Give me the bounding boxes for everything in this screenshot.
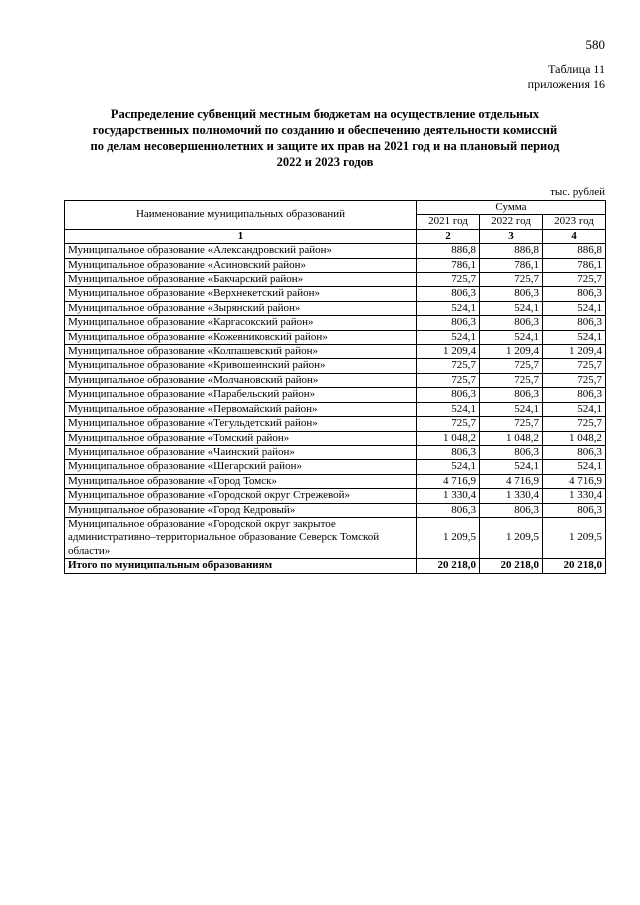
- header-name: Наименование муниципальных образований: [65, 201, 417, 230]
- row-name: Муниципальное образование «Город Кедровый»: [65, 503, 417, 517]
- value-2022: 786,1: [480, 258, 543, 272]
- value-2021: 524,1: [417, 301, 480, 315]
- table-row: [65, 287, 606, 301]
- col-number-1: 1: [65, 229, 417, 243]
- value-2021: 806,3: [417, 503, 480, 517]
- row-name: Муниципальное образование «Кожевниковский район»: [65, 330, 417, 344]
- value-2023: 806,3: [543, 503, 606, 517]
- value-2022: 806,3: [480, 388, 543, 402]
- header-sum: Сумма: [417, 201, 606, 215]
- value-2023: 725,7: [543, 373, 606, 387]
- value-2022: 4 716,9: [480, 474, 543, 488]
- table-row: [65, 388, 606, 402]
- subvention-table: [64, 200, 606, 574]
- value-2023: 806,3: [543, 287, 606, 301]
- value-2023: 1 048,2: [543, 431, 606, 445]
- value-2021: 725,7: [417, 273, 480, 287]
- value-2021: 886,8: [417, 244, 480, 258]
- value-2022: 725,7: [480, 273, 543, 287]
- value-2021: 524,1: [417, 330, 480, 344]
- value-2021: 1 209,5: [417, 517, 480, 558]
- value-2021: 725,7: [417, 373, 480, 387]
- header-row: [65, 201, 606, 215]
- value-2023: 1 330,4: [543, 489, 606, 503]
- col-number-3: 3: [480, 229, 543, 243]
- value-2021: 806,3: [417, 316, 480, 330]
- table-ref-line2: приложения 16: [527, 77, 605, 91]
- table-row: [65, 417, 606, 431]
- row-name: Муниципальное образование «Молчановский район»: [65, 373, 417, 387]
- table-row: [65, 503, 606, 517]
- total-row: [65, 559, 606, 573]
- value-2023: 524,1: [543, 301, 606, 315]
- table-row: [65, 373, 606, 387]
- header-year-2023: 2023 год: [543, 215, 606, 229]
- value-2022: 806,3: [480, 445, 543, 459]
- value-2022: 806,3: [480, 287, 543, 301]
- row-name: Муниципальное образование «Чаинский район»: [65, 445, 417, 459]
- value-2021: 1 209,4: [417, 345, 480, 359]
- row-name: Муниципальное образование «Городской округ закрытое административно–территориальное образование Северск Томской области»: [65, 517, 417, 558]
- value-2021: 524,1: [417, 460, 480, 474]
- value-2023: 524,1: [543, 402, 606, 416]
- table-row: [65, 330, 606, 344]
- value-2023: 806,3: [543, 316, 606, 330]
- value-2022: 524,1: [480, 301, 543, 315]
- row-name: Муниципальное образование «Колпашевский район»: [65, 345, 417, 359]
- value-2021: 806,3: [417, 287, 480, 301]
- value-2022: 725,7: [480, 417, 543, 431]
- table-row: [65, 431, 606, 445]
- value-2022: 806,3: [480, 316, 543, 330]
- row-name: Муниципальное образование «Первомайский район»: [65, 402, 417, 416]
- value-2023: 725,7: [543, 359, 606, 373]
- value-2021: 786,1: [417, 258, 480, 272]
- table-row: [65, 258, 606, 272]
- value-2023: 1 209,5: [543, 517, 606, 558]
- value-2023: 886,8: [543, 244, 606, 258]
- row-name: Муниципальное образование «Александровский район»: [65, 244, 417, 258]
- value-2022: 725,7: [480, 373, 543, 387]
- value-2023: 786,1: [543, 258, 606, 272]
- row-name: Муниципальное образование «Верхнекетский район»: [65, 287, 417, 301]
- column-numbers-row: [65, 229, 606, 243]
- value-2021: 1 330,4: [417, 489, 480, 503]
- row-name: Муниципальное образование «Шегарский район»: [65, 460, 417, 474]
- row-name: Муниципальное образование «Зырянский район»: [65, 301, 417, 315]
- table-row: [65, 244, 606, 258]
- value-2021: 1 048,2: [417, 431, 480, 445]
- total-label: Итого по муниципальным образованиям: [65, 559, 417, 573]
- table-row: [65, 517, 606, 558]
- row-name: Муниципальное образование «Асиновский район»: [65, 258, 417, 272]
- value-2023: 725,7: [543, 417, 606, 431]
- document-title: Распределение субвенций местным бюджетам на осуществление отдельных государственных полномочий по созданию и обеспечению деятельности комиссий по делам несовершеннолетних и защите их прав на 2021 год и на плановый период 2022 и 2023 годов: [90, 107, 560, 169]
- value-2022: 524,1: [480, 460, 543, 474]
- value-2023: 806,3: [543, 388, 606, 402]
- row-name: Муниципальное образование «Городской округ Стрежевой»: [65, 489, 417, 503]
- table-row: [65, 474, 606, 488]
- table-row: [65, 359, 606, 373]
- value-2023: 4 716,9: [543, 474, 606, 488]
- table-row: [65, 316, 606, 330]
- value-2023: 524,1: [543, 460, 606, 474]
- table-reference: [528, 62, 605, 92]
- row-name: Муниципальное образование «Томский район»: [65, 431, 417, 445]
- header-year-2022: 2022 год: [480, 215, 543, 229]
- value-2021: 806,3: [417, 388, 480, 402]
- total-2021: 20 218,0: [417, 559, 480, 573]
- value-2022: 524,1: [480, 330, 543, 344]
- row-name: Муниципальное образование «Город Томск»: [65, 474, 417, 488]
- row-name: Муниципальное образование «Парабельский район»: [65, 388, 417, 402]
- col-number-4: 4: [543, 229, 606, 243]
- value-2021: 725,7: [417, 417, 480, 431]
- value-2022: 524,1: [480, 402, 543, 416]
- total-2022: 20 218,0: [480, 559, 543, 573]
- row-name: Муниципальное образование «Кривошеинский район»: [65, 359, 417, 373]
- value-2021: 524,1: [417, 402, 480, 416]
- value-2022: 1 330,4: [480, 489, 543, 503]
- value-2023: 1 209,4: [543, 345, 606, 359]
- row-name: Муниципальное образование «Каргасокский район»: [65, 316, 417, 330]
- value-2023: 806,3: [543, 445, 606, 459]
- value-2022: 886,8: [480, 244, 543, 258]
- value-2021: 806,3: [417, 445, 480, 459]
- value-2022: 806,3: [480, 503, 543, 517]
- value-2022: 1 048,2: [480, 431, 543, 445]
- row-name: Муниципальное образование «Тегульдетский район»: [65, 417, 417, 431]
- value-2023: 725,7: [543, 273, 606, 287]
- table-row: [65, 301, 606, 315]
- units-label: тыс. рублей: [550, 186, 605, 198]
- table-row: [65, 445, 606, 459]
- value-2021: 725,7: [417, 359, 480, 373]
- row-name: Муниципальное образование «Бакчарский район»: [65, 273, 417, 287]
- value-2021: 4 716,9: [417, 474, 480, 488]
- header-year-2021: 2021 год: [417, 215, 480, 229]
- col-number-2: 2: [417, 229, 480, 243]
- table-row: [65, 489, 606, 503]
- table-row: [65, 345, 606, 359]
- page-number: 580: [585, 37, 605, 52]
- table-row: [65, 273, 606, 287]
- value-2022: 1 209,5: [480, 517, 543, 558]
- value-2023: 524,1: [543, 330, 606, 344]
- total-2023: 20 218,0: [543, 559, 606, 573]
- table-row: [65, 402, 606, 416]
- table-row: [65, 460, 606, 474]
- value-2022: 725,7: [480, 359, 543, 373]
- table-ref-line1: Таблица 11: [548, 62, 605, 76]
- value-2022: 1 209,4: [480, 345, 543, 359]
